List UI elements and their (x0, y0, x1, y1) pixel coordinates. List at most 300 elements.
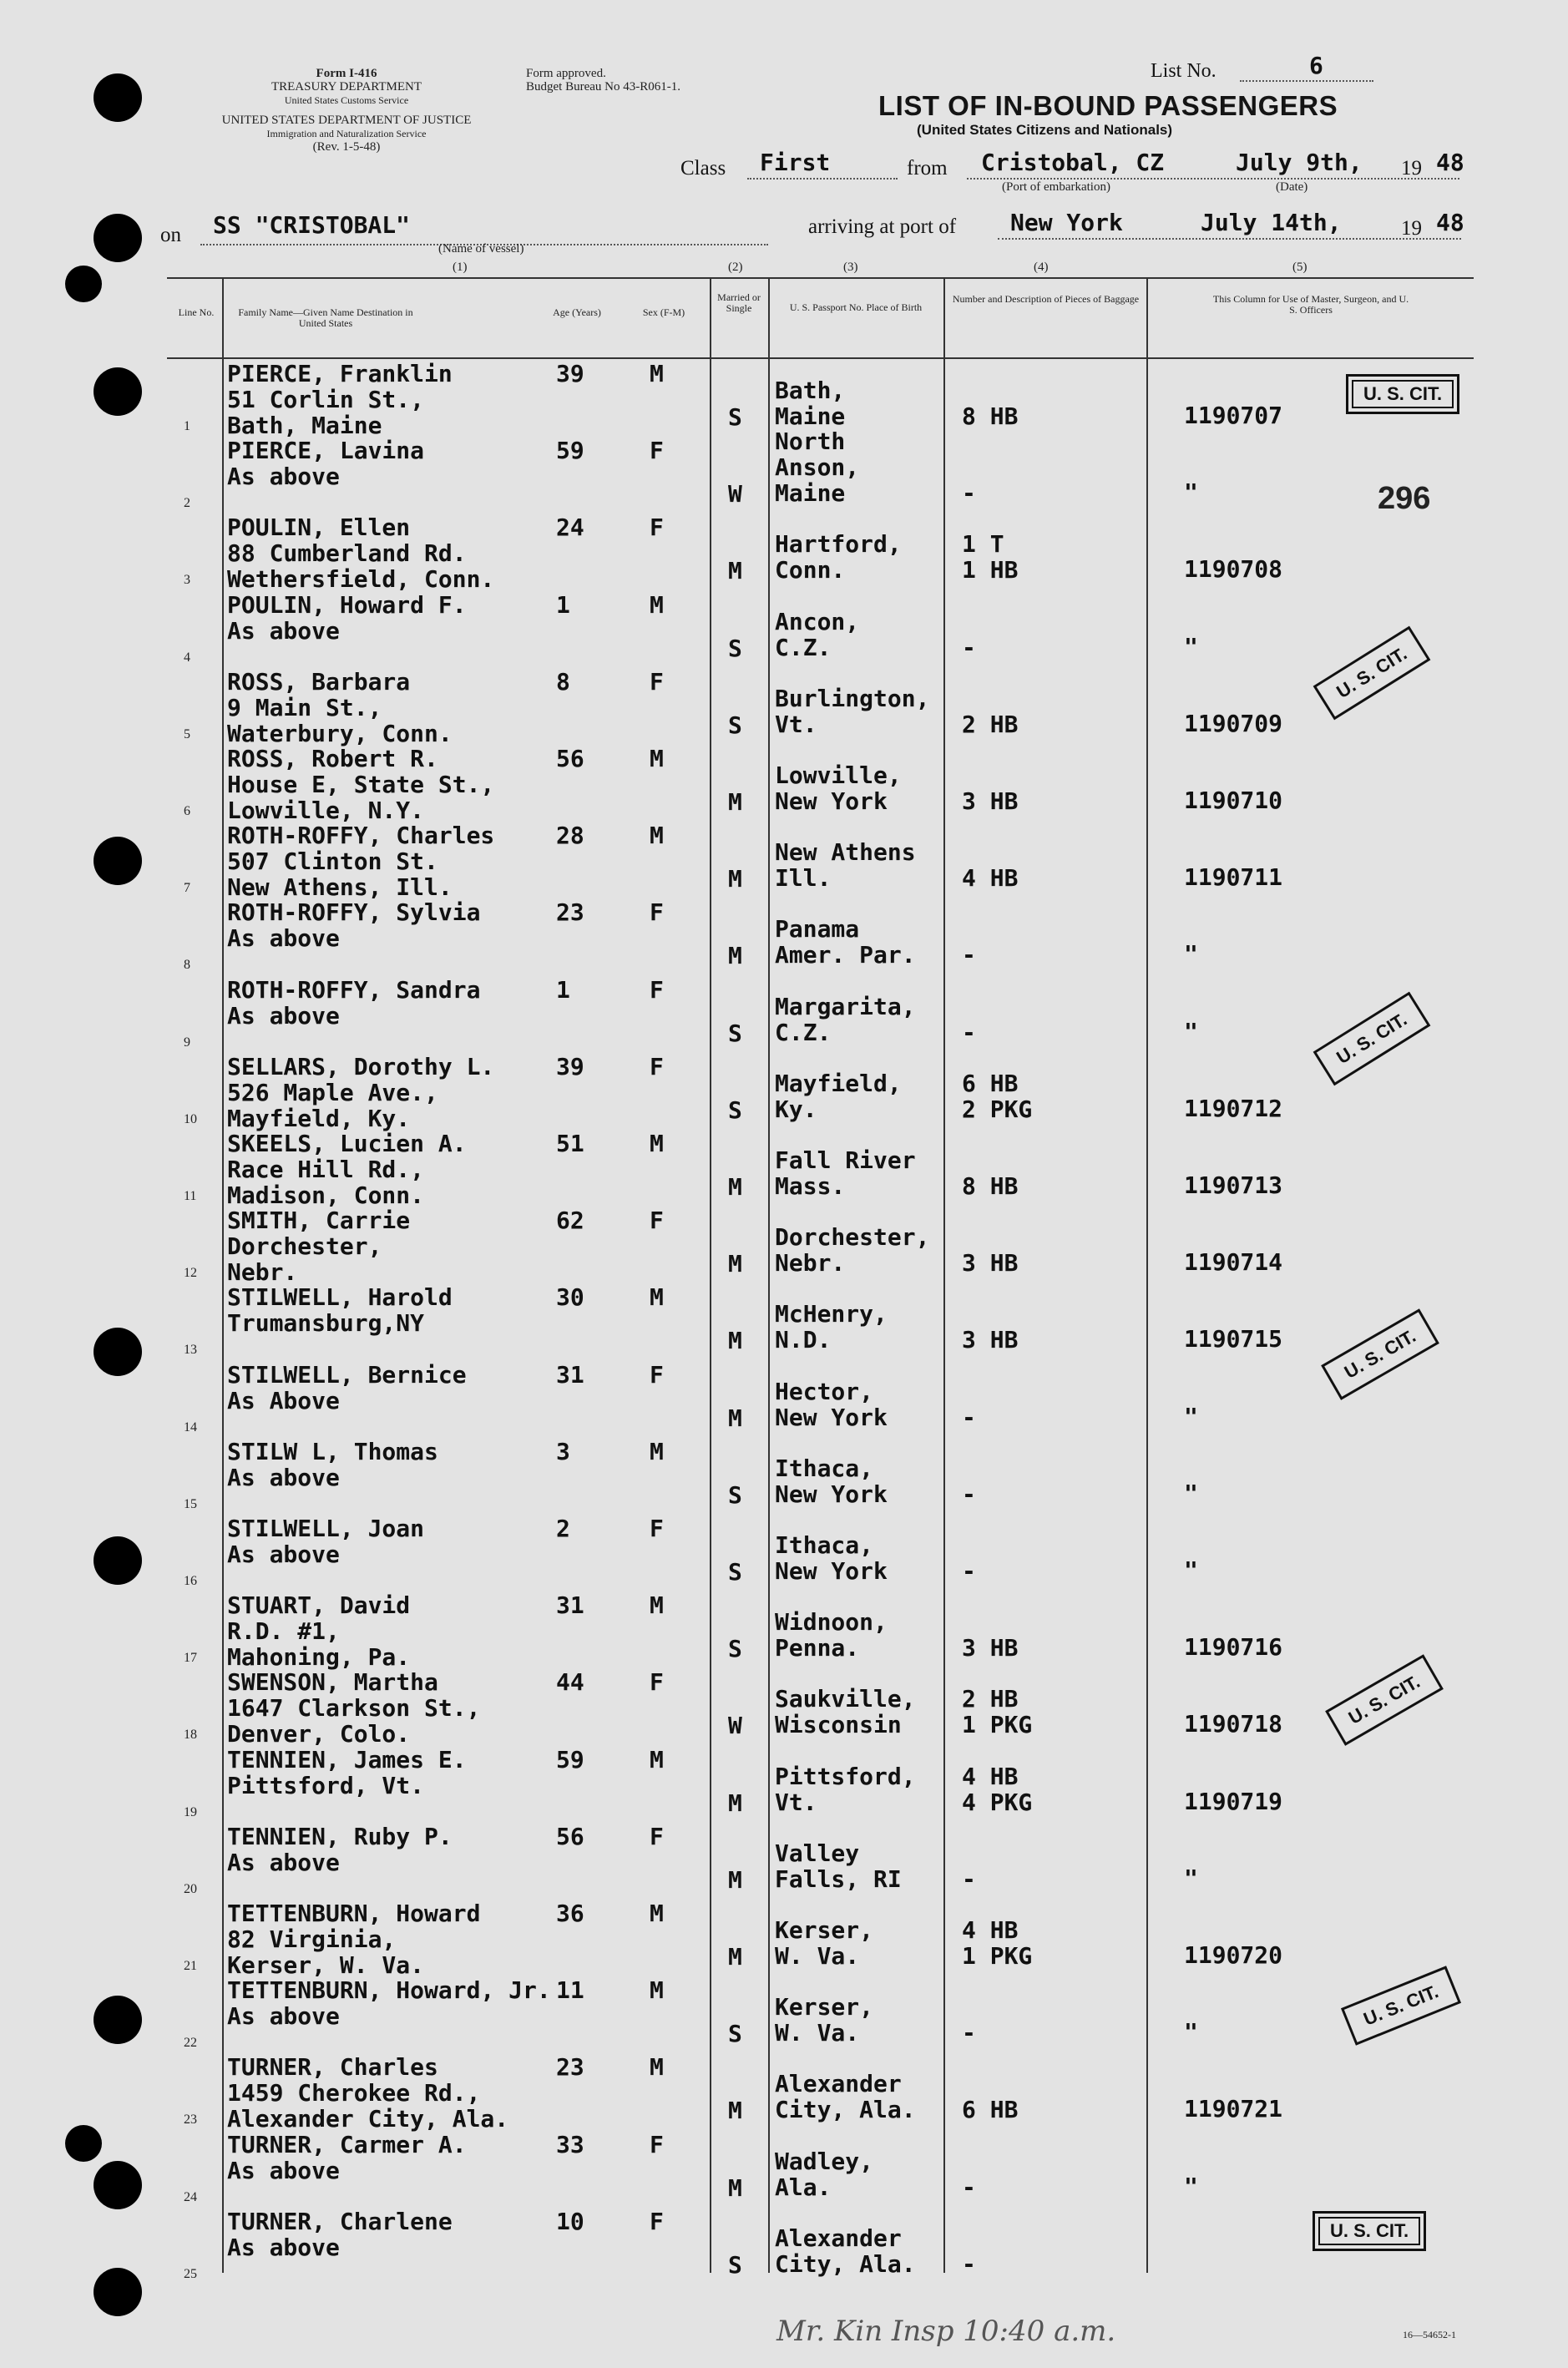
baggage-line: - (962, 2250, 976, 2278)
place-of-birth-line: Anson, (775, 453, 860, 481)
place-of-birth-line: Ill. (775, 864, 832, 892)
passenger-sex: F (650, 1823, 664, 1850)
place-of-birth-line: Ala. (775, 2173, 832, 2201)
col-header-name: Family Name—Given Name Destination in United States (238, 306, 413, 329)
officer-number: 1190709 (1184, 710, 1283, 737)
officer-number: 1190715 (1184, 1325, 1283, 1353)
passenger-name-line: STUART, David (227, 1591, 411, 1619)
us-cit-stamp: U. S. CIT. (1346, 374, 1459, 414)
marital-status: S (728, 2020, 742, 2047)
line-number: 10 (184, 1112, 197, 1126)
place-of-birth-line: Hartford, (775, 530, 902, 558)
passenger-name-line: STILWELL, Joan (227, 1515, 425, 1542)
place-of-birth-line: Maine (775, 402, 846, 430)
marital-status: M (728, 2097, 742, 2124)
passenger-age: 24 (556, 514, 584, 541)
baggage-line: 3 HB (962, 787, 1019, 815)
passenger-name-line: As above (227, 2234, 340, 2261)
officer-number: " (1184, 2173, 1198, 2200)
col-header-married: Married or Single (717, 291, 761, 314)
baggage-line: 1 T (962, 530, 1004, 558)
officer-number: 1190719 (1184, 1788, 1283, 1815)
passenger-age: 31 (556, 1361, 584, 1389)
embark-date: July 9th, (1236, 149, 1363, 176)
form-approval (526, 67, 680, 94)
passenger-name-line: Mahoning, Pa. (227, 1643, 411, 1671)
table-row (0, 2132, 1568, 2209)
passenger-age: 23 (556, 2053, 584, 2081)
col-header-baggage: Number and Description of Pieces of Baggage (952, 293, 1140, 305)
table-row (0, 899, 1568, 976)
passenger-name-line: TENNIEN, James E. (227, 1746, 467, 1773)
baggage-line: - (962, 1404, 976, 1431)
passenger-name-line: Wethersfield, Conn. (227, 565, 495, 593)
passenger-age: 23 (556, 898, 584, 926)
passenger-sex: M (650, 591, 664, 619)
on-label: on (160, 224, 181, 246)
marital-status: S (728, 711, 742, 739)
marital-status: M (728, 788, 742, 816)
justice-dept: UNITED STATES DEPARTMENT OF JUSTICE (221, 114, 472, 127)
page-number: 296 (1378, 481, 1431, 516)
us-cit-stamp: U. S. CIT. (1313, 992, 1431, 1086)
place-of-birth-line: Falls, RI (775, 1865, 902, 1893)
passenger-age: 59 (556, 437, 584, 464)
table-row (0, 1515, 1568, 1592)
place-of-birth-line: Panama (775, 915, 860, 943)
passenger-age: 28 (556, 822, 584, 849)
passenger-sex: F (650, 668, 664, 696)
vessel-name: SS "CRISTOBAL" (213, 211, 411, 239)
marital-status: S (728, 403, 742, 431)
baggage-line: 1 PKG (962, 1711, 1033, 1738)
place-of-birth-line: Ithaca, (775, 1531, 874, 1559)
officer-number: " (1184, 478, 1198, 506)
line-number: 17 (184, 1651, 197, 1665)
officer-number: 1190716 (1184, 1633, 1283, 1661)
table-row (0, 1900, 1568, 1977)
line-number: 8 (184, 958, 190, 972)
us-cit-stamp: U. S. CIT. (1321, 1308, 1439, 1400)
baggage-line: - (962, 1865, 976, 1893)
passenger-sex: F (650, 1053, 664, 1080)
passenger-sex: F (650, 1515, 664, 1542)
place-of-birth-line: W. Va. (775, 1942, 860, 1970)
place-of-birth-line: New York (775, 1480, 888, 1508)
line-number: 9 (184, 1035, 190, 1050)
footer-code: 16—54652-1 (1403, 2329, 1456, 2340)
col-header-passport: U. S. Passport No. Place of Birth (789, 301, 923, 313)
col-header-line: Line No. (178, 306, 215, 318)
place-of-birth-line: Vt. (775, 1789, 817, 1816)
table-row (0, 514, 1568, 591)
place-of-birth-line: New Athens (775, 838, 916, 866)
passenger-sex: F (650, 1207, 664, 1234)
list-number-line (1240, 80, 1373, 82)
passenger-age: 39 (556, 1053, 584, 1080)
punch-hole (94, 214, 142, 262)
line-number: 3 (184, 573, 190, 587)
passenger-sex: M (650, 1130, 664, 1157)
officer-number: 1190713 (1184, 1171, 1283, 1199)
class-value: First (760, 149, 831, 176)
passenger-name-line: As above (227, 463, 340, 490)
passenger-name-line: Lowville, N.Y. (227, 797, 425, 824)
passenger-sex: M (650, 360, 664, 387)
passenger-age: 36 (556, 1900, 584, 1927)
line-number: 20 (184, 1882, 197, 1896)
class-line (747, 178, 898, 180)
treasury-dept: TREASURY DEPARTMENT (271, 80, 422, 94)
baggage-line: - (962, 479, 976, 507)
line-number: 19 (184, 1805, 197, 1819)
col-num-3: (3) (843, 261, 858, 274)
marital-status: M (728, 1943, 742, 1971)
port-caption: (Port of embarkation) (1002, 180, 1110, 194)
marital-status: S (728, 1481, 742, 1509)
passenger-name-line: Pittsford, Vt. (227, 1772, 425, 1799)
place-of-birth-line: W. Va. (775, 2019, 860, 2047)
passenger-name-line: TURNER, Carmer A. (227, 2131, 467, 2158)
baggage-line: - (962, 1480, 976, 1508)
from-line (967, 178, 1459, 180)
officer-number: " (1184, 633, 1198, 660)
line-number: 12 (184, 1266, 197, 1280)
place-of-birth-line: Penna. (775, 1634, 860, 1662)
passenger-age: 31 (556, 1591, 584, 1619)
place-of-birth-line: Nebr. (775, 1249, 846, 1277)
baggage-line: - (962, 1557, 976, 1585)
form-title: LIST OF IN-BOUND PASSENGERS (878, 90, 1338, 121)
marital-status: M (728, 1404, 742, 1432)
baggage-line: 1 PKG (962, 1942, 1033, 1970)
arrival-port: New York (1010, 209, 1123, 236)
table-row (0, 1977, 1568, 2054)
marital-status: M (728, 1789, 742, 1817)
passenger-name-line: Kerser, W. Va. (227, 1951, 425, 1979)
passenger-sex: M (650, 1900, 664, 1927)
baggage-line: 6 HB (962, 2096, 1019, 2123)
from-label: from (907, 157, 948, 180)
passenger-name-line: TETTENBURN, Howard (227, 1900, 481, 1927)
passenger-age: 8 (556, 668, 570, 696)
passenger-name-line: As above (227, 1541, 340, 1568)
line-number: 22 (184, 2036, 197, 2050)
passenger-name-line: ROTH-ROFFY, Sandra (227, 976, 481, 1004)
passenger-name-line: SMITH, Carrie (227, 1207, 411, 1234)
passenger-sex: M (650, 2053, 664, 2081)
passenger-name-line: Nebr. (227, 1258, 298, 1286)
passenger-name-line: As above (227, 2002, 340, 2030)
passenger-age: 51 (556, 1130, 584, 1157)
place-of-birth-line: Ky. (775, 1095, 817, 1123)
passenger-name-line: TURNER, Charlene (227, 2208, 453, 2235)
baggage-line: 6 HB (962, 1070, 1019, 1097)
table-row (0, 361, 1568, 438)
place-of-birth-line: Alexander (775, 2070, 902, 2097)
table-row (0, 1824, 1568, 1900)
col-num-2: (2) (728, 261, 743, 274)
date-caption: (Date) (1276, 180, 1308, 194)
approval-text: Form approved. (526, 67, 606, 80)
punch-hole (65, 266, 102, 302)
place-of-birth-line: Margarita, (775, 993, 916, 1020)
place-of-birth-line: Burlington, (775, 685, 930, 712)
punch-hole (94, 73, 142, 122)
place-of-birth-line: C.Z. (775, 634, 832, 661)
officer-number: 1190707 (1184, 402, 1283, 429)
marital-status: M (728, 2174, 742, 2202)
baggage-line: 1 HB (962, 556, 1019, 584)
passenger-sex: F (650, 437, 664, 464)
passenger-name-line: SWENSON, Martha (227, 1668, 438, 1696)
line-number: 25 (184, 2267, 197, 2281)
passenger-name-line: Race Hill Rd., (227, 1156, 425, 1183)
officer-number: 1190720 (1184, 1941, 1283, 1969)
table-row (0, 592, 1568, 669)
form-number: Form I-416 (316, 67, 377, 80)
passenger-age: 33 (556, 2131, 584, 2158)
line-number: 1 (184, 419, 190, 433)
place-of-birth-line: Amer. Par. (775, 941, 916, 969)
baggage-line: 4 HB (962, 1763, 1019, 1790)
passenger-name-line: PIERCE, Lavina (227, 437, 425, 464)
marital-status: M (728, 1866, 742, 1894)
baggage-line: 2 HB (962, 1685, 1019, 1713)
baggage-line: 2 HB (962, 711, 1019, 738)
baggage-line: 4 PKG (962, 1789, 1033, 1816)
passenger-name-line: Alexander City, Ala. (227, 2105, 509, 2133)
baggage-line: - (962, 634, 976, 661)
officer-number: " (1184, 1403, 1198, 1430)
officer-number: " (1184, 1018, 1198, 1045)
passenger-name-line: TETTENBURN, Howard, Jr. (227, 1976, 551, 2004)
passenger-age: 10 (556, 2208, 584, 2235)
officer-number: 1190710 (1184, 787, 1283, 814)
place-of-birth-line: Mass. (775, 1172, 846, 1200)
marital-status: S (728, 635, 742, 662)
arriving-label: arriving at port of (808, 215, 957, 238)
passenger-name-line: Trumansburg,NY (227, 1309, 425, 1337)
table-row (0, 822, 1568, 899)
passenger-name-line: Madison, Conn. (227, 1181, 425, 1209)
passenger-name-line: 507 Clinton St. (227, 848, 438, 875)
place-of-birth-line: Wadley, (775, 2148, 874, 2175)
passenger-name-line: 526 Maple Ave., (227, 1079, 438, 1106)
place-of-birth-line: Maine (775, 479, 846, 507)
passenger-sex: M (650, 1283, 664, 1311)
table-row (0, 746, 1568, 822)
us-cit-stamp: U. S. CIT. (1325, 1654, 1444, 1746)
col-num-5: (5) (1292, 261, 1308, 274)
passenger-name-line: Denver, Colo. (227, 1720, 411, 1748)
arrival-date: July 14th, (1201, 209, 1342, 236)
list-number-label: List No. (1151, 60, 1216, 82)
passenger-name-line: STILWELL, Bernice (227, 1361, 467, 1389)
place-of-birth-line: Dorchester, (775, 1223, 930, 1251)
line-number: 11 (184, 1189, 197, 1203)
passenger-name-line: TENNIEN, Ruby P. (227, 1823, 453, 1850)
officer-number: " (1184, 1480, 1198, 1507)
line-number: 5 (184, 727, 190, 741)
passenger-sex: F (650, 976, 664, 1004)
place-of-birth-line: Vt. (775, 711, 817, 738)
place-of-birth-line: McHenry, (775, 1300, 888, 1328)
arrival-year-prefix: 19 (1401, 217, 1422, 240)
passenger-age: 3 (556, 1438, 570, 1465)
line-number: 16 (184, 1574, 197, 1588)
inspector-signature: Mr. Kin Insp 10:40 a.m. (776, 2315, 1116, 2348)
passenger-name-line: Dorchester, (227, 1232, 382, 1260)
arrival-line (998, 238, 1461, 240)
table-row (0, 1747, 1568, 1824)
passenger-name-line: SELLARS, Dorothy L. (227, 1053, 495, 1080)
passenger-name-line: STILWELL, Harold (227, 1283, 453, 1311)
line-number: 15 (184, 1497, 197, 1511)
baggage-line: 3 HB (962, 1326, 1019, 1354)
marital-status: M (728, 1327, 742, 1354)
passenger-name-line: As Above (227, 1387, 340, 1414)
place-of-birth-line: Wisconsin (775, 1711, 902, 1738)
line-number: 4 (184, 650, 190, 665)
officer-number: 1190712 (1184, 1095, 1283, 1122)
line-number: 6 (184, 804, 190, 818)
passenger-age: 1 (556, 591, 570, 619)
passenger-name-line: House E, State St., (227, 771, 495, 798)
passenger-name-line: PIERCE, Franklin (227, 360, 453, 387)
line-number: 14 (184, 1420, 197, 1434)
passenger-age: 11 (556, 1976, 584, 2004)
passenger-age: 30 (556, 1283, 584, 1311)
table-header-rule (167, 357, 1474, 359)
passenger-name-line: As above (227, 1849, 340, 1876)
marital-status: W (728, 480, 742, 508)
marital-status: S (728, 2251, 742, 2279)
place-of-birth-line: C.Z. (775, 1019, 832, 1046)
passenger-age: 1 (556, 976, 570, 1004)
line-number: 21 (184, 1959, 197, 1973)
place-of-birth-line: Mayfield, (775, 1070, 902, 1097)
line-number: 13 (184, 1343, 197, 1357)
us-cit-stamp: U. S. CIT. (1341, 1966, 1461, 2045)
passenger-name-line: ROTH-ROFFY, Sylvia (227, 898, 481, 926)
passenger-name-line: POULIN, Ellen (227, 514, 411, 541)
passenger-name-line: As above (227, 2157, 340, 2184)
passenger-name-line: TURNER, Charles (227, 2053, 438, 2081)
vessel-caption: (Name of vessel) (438, 242, 524, 256)
baggage-line: 8 HB (962, 402, 1019, 430)
line-number: 23 (184, 2112, 197, 2127)
passenger-name-line: 9 Main St., (227, 694, 382, 721)
baggage-line: 3 HB (962, 1634, 1019, 1662)
baggage-line: - (962, 2173, 976, 2201)
marital-status: S (728, 1020, 742, 1047)
col-header-age: Age (Years) (553, 306, 601, 318)
passenger-name-line: ROSS, Barbara (227, 668, 411, 696)
year-prefix: 19 (1401, 157, 1422, 180)
marital-status: M (728, 557, 742, 584)
passenger-name-line: STILW L, Thomas (227, 1438, 438, 1465)
place-of-birth-line: New York (775, 1404, 888, 1431)
baggage-line: 2 PKG (962, 1095, 1033, 1123)
col-num-1: (1) (453, 261, 468, 274)
passenger-name-line: As above (227, 924, 340, 952)
table-row (0, 1439, 1568, 1515)
passenger-sex: F (650, 1361, 664, 1389)
line-number: 2 (184, 496, 190, 510)
revision: (Rev. 1-5-48) (312, 140, 381, 154)
arrival-year: 48 (1436, 209, 1464, 236)
budget-text: Budget Bureau No 43-R061-1. (526, 80, 680, 94)
passenger-name-line: As above (227, 1464, 340, 1491)
officer-number: 1190714 (1184, 1248, 1283, 1276)
place-of-birth-line: Hector, (775, 1378, 874, 1405)
marital-status: W (728, 1712, 742, 1739)
passenger-name-line: ROTH-ROFFY, Charles (227, 822, 495, 849)
marital-status: S (728, 1096, 742, 1124)
table-row (0, 1207, 1568, 1284)
place-of-birth-line: New York (775, 787, 888, 815)
place-of-birth-line: Fall River (775, 1146, 916, 1174)
us-cit-stamp: U. S. CIT. (1313, 2211, 1426, 2251)
passenger-sex: F (650, 2131, 664, 2158)
marital-status: M (728, 942, 742, 969)
passenger-sex: M (650, 822, 664, 849)
passenger-age: 56 (556, 1823, 584, 1850)
passenger-name-line: ROSS, Robert R. (227, 745, 438, 772)
passenger-sex: M (650, 1438, 664, 1465)
passenger-name-line: R.D. #1, (227, 1617, 340, 1645)
marital-status: S (728, 1635, 742, 1662)
list-number-value: 6 (1309, 52, 1323, 79)
place-of-birth-line: N.D. (775, 1326, 832, 1354)
passenger-sex: M (650, 1746, 664, 1773)
customs-service: United States Customs Service (284, 94, 409, 106)
year-value: 48 (1436, 149, 1464, 176)
passenger-name-line: Bath, Maine (227, 412, 382, 439)
passenger-name-line: New Athens, Ill. (227, 873, 453, 901)
marital-status: M (728, 1250, 742, 1278)
passenger-sex: F (650, 2208, 664, 2235)
baggage-line: 8 HB (962, 1172, 1019, 1200)
passenger-name-line: 51 Corlin St., (227, 386, 425, 413)
officer-number: " (1184, 1865, 1198, 1892)
passenger-age: 62 (556, 1207, 584, 1234)
officer-number: " (1184, 1556, 1198, 1584)
passenger-age: 56 (556, 745, 584, 772)
place-of-birth-line: City, Ala. (775, 2096, 916, 2123)
passenger-sex: F (650, 1668, 664, 1696)
place-of-birth-line: Alexander (775, 2224, 902, 2252)
table-row (0, 2054, 1568, 2131)
passenger-sex: M (650, 745, 664, 772)
passenger-name-line: 1647 Clarkson St., (227, 1694, 481, 1722)
line-number: 7 (184, 881, 190, 895)
place-of-birth-line: Lowville, (775, 762, 902, 789)
us-cit-stamp: U. S. CIT. (1313, 626, 1431, 721)
passenger-name-line: SKEELS, Lucien A. (227, 1130, 467, 1157)
marital-status: M (728, 1173, 742, 1201)
baggage-line: 4 HB (962, 1916, 1019, 1944)
officer-number: " (1184, 940, 1198, 968)
place-of-birth-line: Bath, (775, 377, 846, 404)
line-number: 24 (184, 2190, 197, 2204)
baggage-line: - (962, 2019, 976, 2047)
place-of-birth-line: Pittsford, (775, 1763, 916, 1790)
place-of-birth-line: Valley (775, 1839, 860, 1867)
ins-service: Immigration and Naturalization Service (266, 128, 427, 139)
table-top-rule (167, 277, 1474, 279)
